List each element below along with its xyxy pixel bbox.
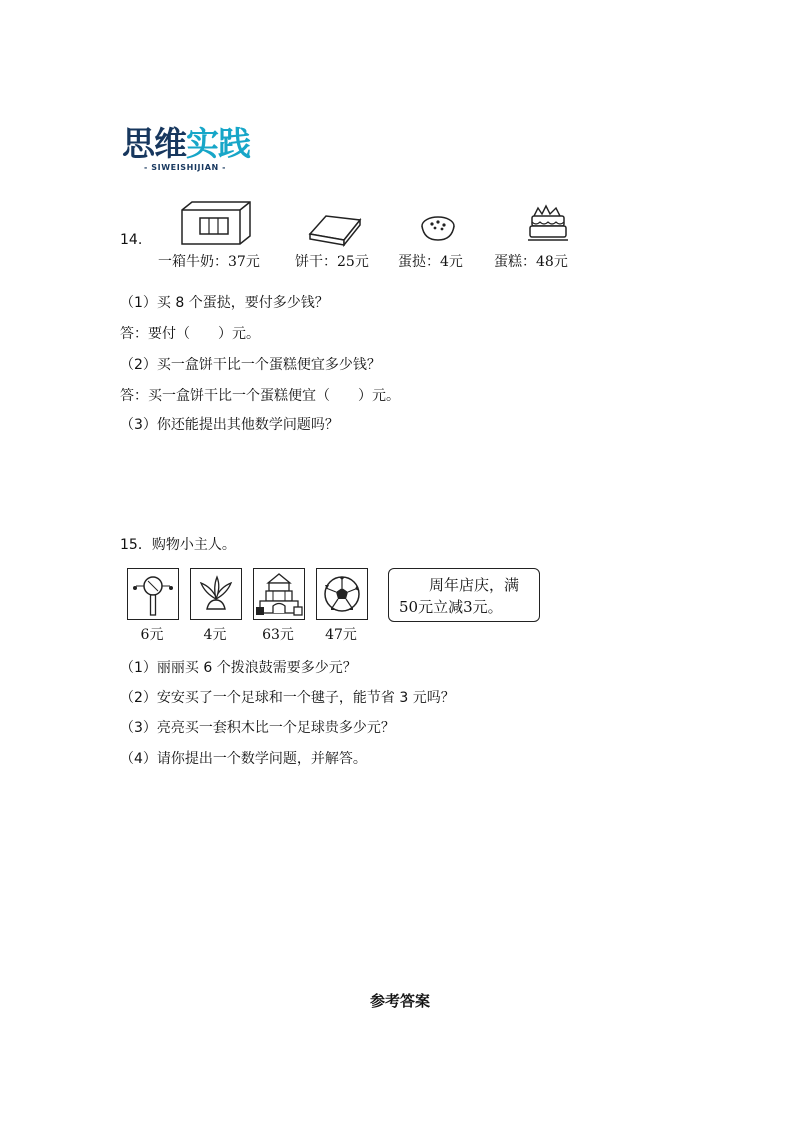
q14-item-label: 蛋挞：4元: [398, 254, 463, 270]
q14-sub-question-2: （2）买一盒饼干比一个蛋糕便宜多少钱？: [120, 357, 381, 373]
banner-title-part2: 实践: [186, 124, 250, 163]
q15-sub-question-4: （4）请你提出一个数学问题，并解答。: [120, 751, 367, 767]
q15-item-price: 4元: [203, 627, 227, 643]
shuttlecock-icon: [190, 568, 242, 620]
q14-item-label: 一箱牛奶：37元: [158, 254, 260, 270]
q15-sub-question-1: （1）丽丽买 6 个拨浪鼓需要多少元？: [120, 660, 357, 676]
promo-box: [388, 568, 540, 622]
answers-title: 参考答案: [369, 992, 430, 1010]
q15-title: 15．购物小主人。: [120, 537, 236, 553]
promo-line-1: 周年店庆，满: [428, 576, 519, 594]
q15-item-price: 47元: [325, 627, 357, 643]
q15-sub-question-3: （3）亮亮买一套积木比一个足球贵多少元？: [120, 720, 395, 736]
building-blocks-icon: [253, 568, 305, 620]
promo-line-2: 50元立减3元。: [399, 598, 503, 616]
q14-item-label: 饼干：25元: [295, 254, 369, 270]
q15-item-price: 63元: [262, 627, 294, 643]
biscuit-icon: [306, 212, 362, 252]
banner-title-part1: 思维: [122, 124, 186, 163]
banner-subtitle: - SIWEISHIJIAN -: [144, 163, 227, 172]
q15-sub-question-2: （2）安安买了一个足球和一个毽子，能节省 3 元吗？: [120, 690, 455, 706]
q14-sub-question-3: （3）你还能提出其他数学问题吗？: [120, 417, 339, 433]
cake-icon: [526, 202, 570, 248]
q14-answer-1: 答：要付（ ）元。: [120, 326, 260, 342]
q14-sub-question-1: （1）买 8 个蛋挞，要付多少钱？: [120, 295, 329, 311]
football-icon: [316, 568, 368, 620]
q14-number: 14.: [120, 232, 143, 248]
section-banner: [122, 126, 272, 176]
milk-box-icon: [178, 200, 254, 250]
egg-tart-icon: [418, 212, 458, 248]
q14-answer-2: 答：买一盒饼干比一个蛋糕便宜（ ）元。: [120, 388, 400, 404]
banner-title: [122, 126, 272, 162]
rattle-drum-icon: [127, 568, 179, 620]
q15-item-price: 6元: [140, 627, 164, 643]
q14-item-label: 蛋糕：48元: [494, 254, 568, 270]
